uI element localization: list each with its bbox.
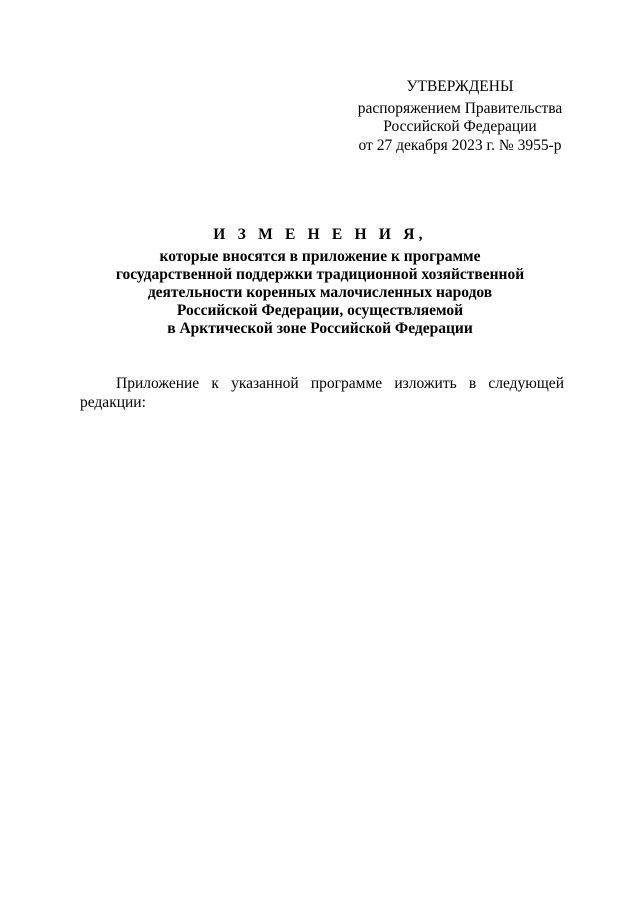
heading-line: которые вносятся в приложение к программе xyxy=(159,248,481,265)
heading-line: деятельности коренных малочисленных народов xyxy=(147,284,493,301)
body-paragraph xyxy=(80,374,564,412)
heading-line: в Арктической зоне Российской Федерации xyxy=(167,320,473,337)
heading-title: И З М Е Н Е Н И Я, xyxy=(213,226,427,243)
approval-stamp xyxy=(340,78,580,155)
approval-line-date: от 27 декабря 2023 г. № 3955-р xyxy=(358,136,562,154)
approval-title: УТВЕРЖДЕНЫ xyxy=(406,78,514,95)
approval-line-country: Российской Федерации xyxy=(383,118,537,135)
approval-line-decree: распоряжением Правительства xyxy=(357,99,563,117)
heading-line: Российской Федерации, осуществляемой xyxy=(176,302,464,319)
heading-line: государственной поддержки традиционной хозяйственной xyxy=(115,266,525,283)
paragraph-line: редакции: xyxy=(80,394,146,411)
document-heading xyxy=(60,226,580,338)
paragraph-line: Приложение к указанной программе изложить в следующей xyxy=(116,375,564,392)
